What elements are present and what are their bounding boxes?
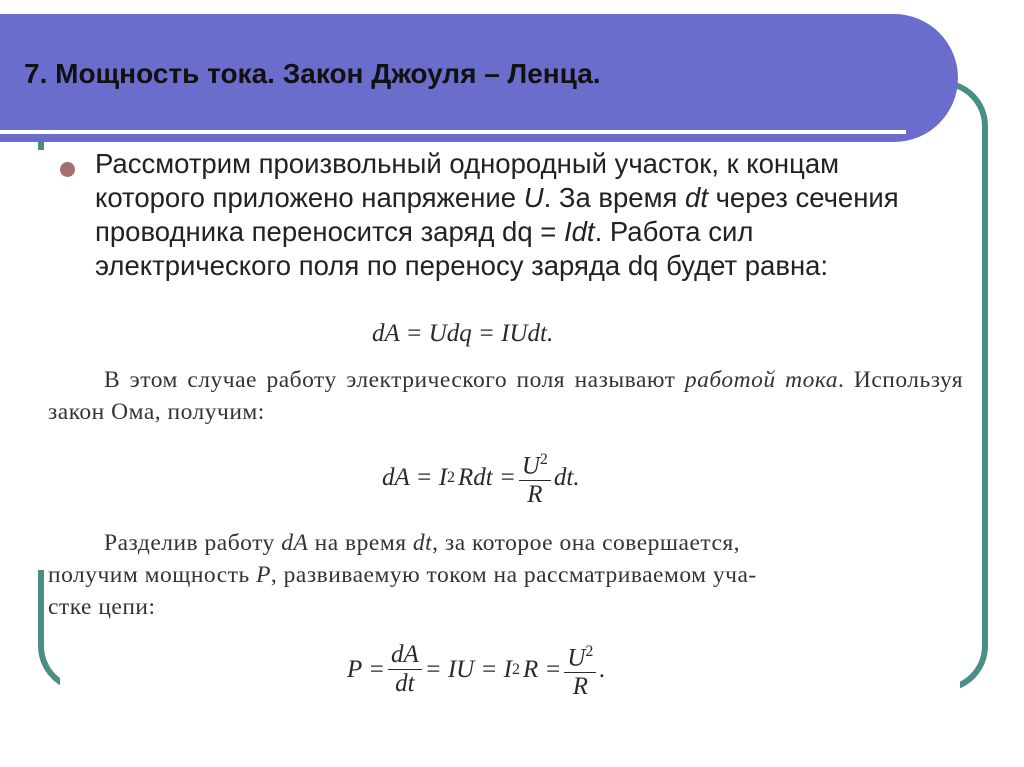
fraction-denominator: R bbox=[527, 481, 543, 509]
var-q: q bbox=[643, 250, 659, 281]
intro-text: . За время bbox=[543, 182, 686, 213]
eq3-lhs: P = bbox=[347, 655, 385, 683]
eq3-tail: . bbox=[599, 655, 606, 683]
book-line: стке цепи: bbox=[48, 594, 156, 620]
book-line: получим мощность P, развиваемую током на рассматриваемом уча- bbox=[48, 562, 757, 588]
book-emphasis: работой тока bbox=[684, 367, 839, 393]
fraction bbox=[388, 641, 422, 698]
title-underline bbox=[0, 130, 906, 134]
fraction bbox=[519, 446, 551, 509]
frame-gap bbox=[30, 150, 60, 570]
fraction bbox=[564, 638, 596, 701]
intro-text: = bbox=[532, 216, 564, 247]
fraction-numerator: $U^2$ bbox=[564, 638, 596, 673]
intro-text: . Работа сил электрического поля по переносу заряда d bbox=[95, 216, 754, 281]
var-Idt: Idt bbox=[563, 216, 595, 247]
var-dt: dt bbox=[685, 182, 708, 213]
intro-text: будет равна: bbox=[658, 250, 829, 281]
book-paragraph-2 bbox=[48, 527, 963, 623]
intro-text: через сечения проводника переносится заряд d bbox=[95, 182, 899, 247]
var-q: q bbox=[517, 216, 533, 247]
fraction-denominator: R bbox=[572, 673, 589, 701]
slide-title: 7. Мощность тока. Закон Джоуля – Ленца. bbox=[24, 58, 601, 89]
eq2-mid: Rdt = bbox=[458, 463, 516, 491]
intro-text: Рассмотрим произвольный однородный участок, к концам которого приложено напряжение bbox=[95, 148, 840, 213]
fraction-denominator: dt bbox=[395, 670, 415, 698]
eq2-tail: dt. bbox=[553, 463, 580, 491]
equation-power bbox=[347, 638, 606, 701]
fraction-numerator: $U^2$ bbox=[519, 446, 551, 481]
equation-ohm bbox=[382, 446, 580, 509]
fraction-numerator: dA bbox=[388, 641, 422, 670]
equation-work: dA = Udq = IUdt. bbox=[372, 320, 554, 347]
var-U: U bbox=[523, 182, 544, 213]
book-paragraph-1 bbox=[48, 364, 963, 428]
intro-paragraph bbox=[95, 147, 955, 283]
book-text: В этом случае работу электрического поля называют bbox=[104, 367, 685, 393]
eq3-exponent: 2 bbox=[511, 660, 520, 678]
eq2-lhs: dA = I bbox=[382, 463, 448, 491]
eq3-mid: = IU = I bbox=[424, 655, 512, 683]
book-text: . Используя закон Ома, получим: bbox=[48, 367, 964, 425]
eq2-exponent: 2 bbox=[447, 468, 456, 486]
eq3-mid2: R = bbox=[522, 655, 562, 683]
bullet-icon bbox=[60, 162, 75, 177]
book-line: Разделив работу dA на время dt, за которое она совершается, bbox=[104, 530, 741, 556]
